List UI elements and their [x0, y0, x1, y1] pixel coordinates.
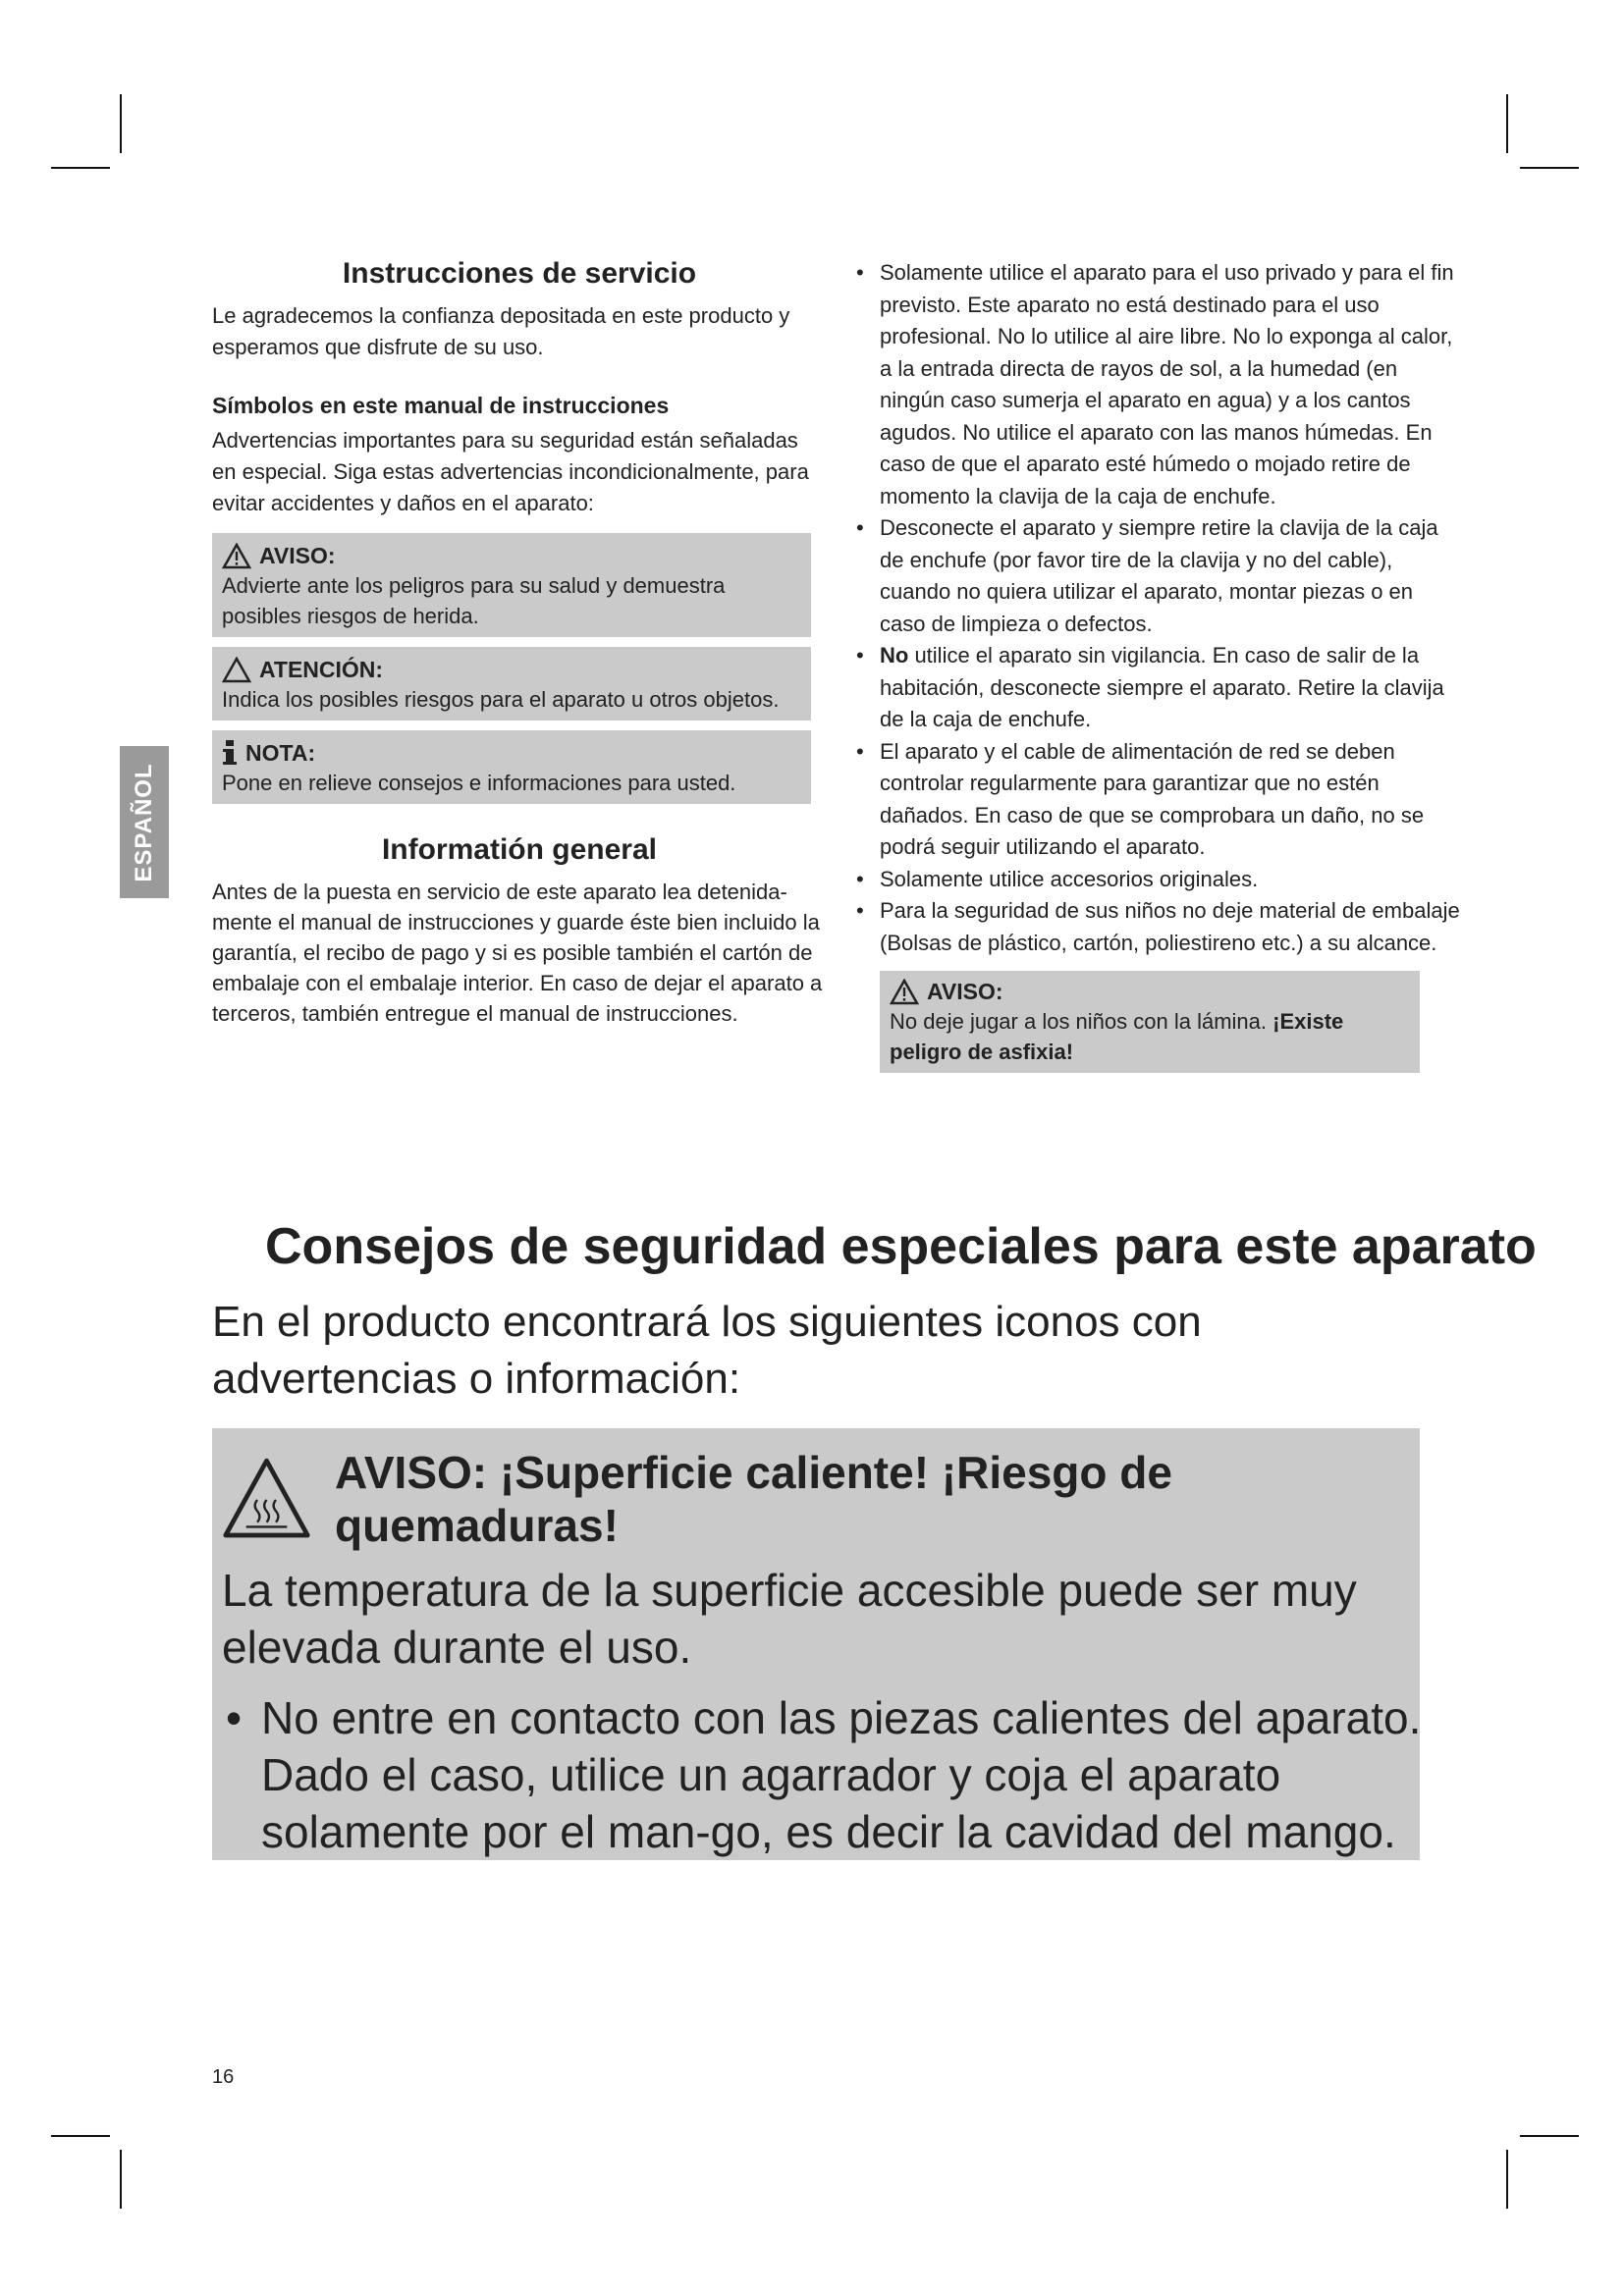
- list-item: • El aparato y el cable de alimentación de red se deben controlar regularmente para garantizar que no estén dañados. En caso de que se comprobara un daño, no se podrá seguir utilizando el aparato.: [856, 738, 1425, 859]
- children-aviso-text: No deje jugar a los niños con la lámina.: [890, 1009, 1273, 1034]
- language-tab: [120, 746, 169, 898]
- crop-mark-top-left-h: [51, 167, 110, 169]
- children-aviso-box: [880, 971, 1420, 1073]
- info-icon: [222, 739, 238, 767]
- crop-mark-top-right-h: [1520, 167, 1579, 169]
- safety-title: Consejos de seguridad especiales para este aparato: [265, 1218, 1537, 1275]
- list-item: • Solamente utilice el aparato para el uso privado y para el fin previsto. Este aparato no está destinado para el uso profesional. No lo utilice al aire libre. No lo exponga al calor, a la entrada directa de rayos de sol, a la humedad (en ningún caso sumerja el aparato en agua) y a los cantos agudos. No utilice el aparato con las manos húmedas. En caso de que el aparato esté húmedo o mojado retire de momento la clavija de la caja de enchufe.: [856, 260, 1454, 508]
- intro-text: Le agradecemos la confianza depositada en este producto y esperamos que disfrute de su uso.: [212, 303, 790, 359]
- symbols-text: Advertencias importantes para su seguridad están señaladas en especial. Siga estas advertencias incondicionalmente, para evitar accidentes y daños en el aparato:: [212, 428, 809, 515]
- left-column: [212, 257, 827, 1029]
- safety-intro: En el producto encontrará los siguientes iconos con advertencias o información:: [212, 1298, 1202, 1403]
- crop-mark-top-left-v: [120, 94, 122, 153]
- section-title-instructions: Instrucciones de servicio: [342, 257, 697, 290]
- warning-triangle-icon: [890, 979, 919, 1005]
- aviso-label: AVISO:: [259, 543, 336, 568]
- right-column: [835, 257, 1463, 1073]
- safety-list: [835, 257, 1463, 959]
- atencion-text: Indica los posibles riesgos para el aparato u otros objetos.: [222, 687, 780, 712]
- nota-text: Pone en relieve consejos e informaciones para usted.: [222, 771, 736, 795]
- hot-surface-warning-title: AVISO: ¡Superficie caliente! ¡Riesgo de quemaduras!: [335, 1447, 1172, 1551]
- crop-mark-bottom-left-h: [51, 2135, 110, 2137]
- list-item: • Desconecte el aparato y siempre retire la clavija de la caja de enchufe (por favor tire de la clavija y no del cable), cuando no quiera utilizar el aparato, montar piezas o en caso de limpieza o defectos.: [856, 515, 1438, 636]
- hot-surface-warning-box: [212, 1428, 1420, 1860]
- nota-label: NOTA:: [245, 740, 316, 766]
- list-item: • Solamente utilice accesorios originales.: [856, 866, 1259, 891]
- children-aviso-strong: ¡Existe peligro de asfixia!: [890, 1009, 1344, 1064]
- nota-box: [212, 730, 811, 804]
- crop-mark-bottom-right-v: [1506, 2150, 1508, 2209]
- caution-triangle-icon: [222, 657, 251, 683]
- atencion-label: ATENCIÓN:: [259, 657, 384, 682]
- page-number: 16: [212, 2066, 235, 2088]
- atencion-box: [212, 647, 811, 721]
- general-text: Antes de la puesta en servicio de este aparato lea detenida-mente el manual de instrucciones y guarde éste bien incluido la garantía, el recibo de pago y si es posible también el cartón de embalaje con el embalaje interior. En caso de dejar el aparato a terceros, también entregue el manual de instrucciones.: [212, 880, 823, 1026]
- list-item: • No entre en contacto con las piezas calientes del aparato. Dado el caso, utilice un agarrador y coja el aparato solamente por el man-go, es decir la cavidad del mango.: [226, 1692, 1422, 1857]
- children-aviso-label: AVISO:: [927, 979, 1003, 1004]
- section-title-general: Informatión general: [381, 833, 658, 866]
- aviso-text: Advierte ante los peligros para su salud y demuestra posibles riesgos de herida.: [222, 573, 726, 628]
- list-item: • Para la seguridad de sus niños no deje material de embalaje (Bolsas de plástico, cartón, poliestireno etc.) a su alcance.: [856, 898, 1460, 955]
- crop-mark-bottom-left-v: [120, 2150, 122, 2209]
- hot-surface-warning-text: La temperatura de la superficie accesible puede ser muy elevada durante el uso.: [222, 1565, 1357, 1673]
- warning-triangle-icon: [222, 543, 251, 569]
- aviso-box: [212, 533, 811, 637]
- list-item: • No utilice el aparato sin vigilancia. En caso de salir de la habitación, desconecte siempre el aparato. Retire la clavija de la caja de enchufe.: [856, 643, 1444, 731]
- crop-mark-top-right-v: [1506, 94, 1508, 153]
- hot-surface-icon: [222, 1455, 311, 1543]
- symbols-title: Símbolos en este manual de instrucciones: [212, 393, 670, 418]
- language-tab-label: ESPAÑOL: [131, 762, 157, 882]
- crop-mark-bottom-right-h: [1520, 2135, 1579, 2137]
